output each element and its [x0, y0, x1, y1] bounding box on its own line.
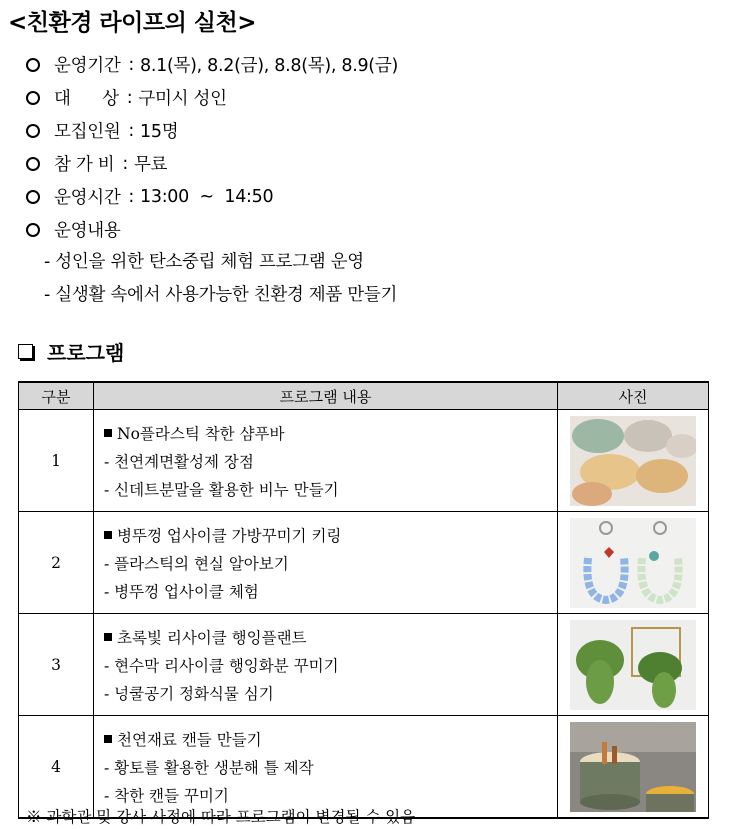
soap-bar-photo [570, 416, 696, 506]
program-table [18, 381, 709, 819]
candle-photo [570, 722, 696, 812]
info-label: 운영내용 [54, 221, 121, 241]
circle-bullet-icon [26, 58, 40, 72]
table-row [19, 410, 709, 512]
footnote: ※ 과학관 및 강사 사정에 따라 프로그램이 변경될 수 있음 [26, 808, 416, 826]
info-value: 15명 [140, 122, 179, 142]
circle-bullet-icon [26, 157, 40, 171]
header-category: 구분 [19, 382, 94, 410]
row-number: 2 [19, 512, 94, 614]
info-label: 운영시간 [54, 188, 121, 208]
info-value: 13:00 ~ 14:50 [140, 186, 274, 207]
colon: : [122, 153, 128, 174]
colon: : [128, 120, 135, 141]
info-period [26, 48, 716, 81]
hanging-plant-photo [570, 620, 696, 710]
section-title: 프로그램 [47, 341, 125, 365]
program-title: 천연재료 캔들 만들기 [117, 730, 262, 749]
row-content [94, 716, 558, 819]
content-item: - 성인을 위한 탄소중립 체험 프로그램 운영 [44, 252, 364, 272]
info-label: 운영기간 [54, 56, 121, 76]
section-heading [18, 337, 124, 366]
info-label: 대 상 [54, 89, 119, 109]
table-row [19, 614, 709, 716]
square-bullet-icon [104, 429, 112, 437]
row-photo [558, 716, 709, 819]
row-content [94, 410, 558, 512]
colon: : [126, 87, 133, 108]
info-value: 무료 [133, 155, 168, 175]
program-item: - 신데트분말을 활용한 비누 만들기 [104, 480, 339, 499]
info-content [26, 213, 716, 246]
info-value: 구미시 성인 [138, 89, 227, 109]
header-photo: 사진 [558, 382, 709, 410]
info-fee [26, 147, 716, 180]
keyring-photo [570, 518, 696, 608]
program-item: - 착한 캔들 꾸미기 [104, 786, 229, 805]
colon: : [128, 186, 135, 207]
program-title: 초록빛 리사이클 행잉플랜트 [117, 628, 307, 647]
row-number: 3 [19, 614, 94, 716]
circle-bullet-icon [26, 124, 40, 138]
row-number: 4 [19, 716, 94, 819]
program-item: - 천연계면활성제 장점 [104, 452, 254, 471]
table-row [19, 512, 709, 614]
info-capacity [26, 114, 716, 147]
info-target [26, 81, 716, 114]
circle-bullet-icon [26, 91, 40, 105]
info-label: 참 가 비 [54, 155, 115, 175]
program-item: - 병뚜껑 업사이클 체험 [104, 582, 259, 601]
program-title: 병뚜껑 업사이클 가방꾸미기 키링 [117, 526, 342, 545]
info-value: 8.1(목), 8.2(금), 8.8(목), 8.9(금) [140, 56, 398, 76]
circle-bullet-icon [26, 223, 40, 237]
square-bullet-icon [104, 735, 112, 743]
program-title: No플라스틱 착한 샴푸바 [117, 424, 285, 443]
info-label: 모집인원 [54, 122, 121, 142]
row-number: 1 [19, 410, 94, 512]
row-content [94, 614, 558, 716]
row-photo [558, 512, 709, 614]
square-bullet-icon [104, 531, 112, 539]
square-bullet-icon [104, 633, 112, 641]
table-row [19, 716, 709, 819]
table-header-row [19, 382, 709, 410]
info-list [26, 48, 716, 246]
program-item: - 넝쿨공기 정화식물 심기 [104, 684, 274, 703]
program-item: - 황토를 활용한 생분해 틀 제작 [104, 758, 314, 777]
checkbox-square-icon [18, 344, 33, 359]
content-item: - 실생활 속에서 사용가능한 친환경 제품 만들기 [44, 285, 398, 305]
circle-bullet-icon [26, 190, 40, 204]
colon: : [128, 54, 135, 75]
row-photo [558, 410, 709, 512]
program-item: - 현수막 리사이클 행잉화분 꾸미기 [104, 656, 339, 675]
row-content [94, 512, 558, 614]
page-title: <친환경 라이프의 실천> [8, 10, 257, 36]
header-content: 프로그램 내용 [94, 382, 558, 410]
row-photo [558, 614, 709, 716]
program-item: - 플라스틱의 현실 알아보기 [104, 554, 289, 573]
info-time [26, 180, 716, 213]
